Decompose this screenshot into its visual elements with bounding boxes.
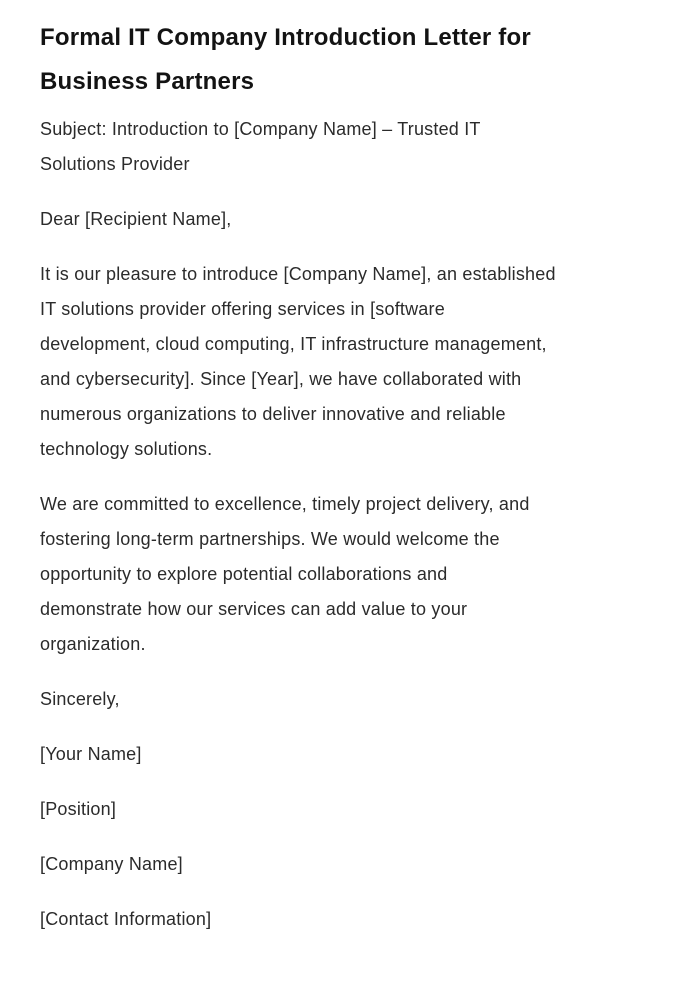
body-text-line: fostering long-term partnerships. We would welcome the bbox=[40, 529, 500, 549]
body-text-line: opportunity to explore potential collaborations and bbox=[40, 564, 448, 584]
signature-position: [Position] bbox=[40, 799, 117, 819]
subject-text-line-2: Solutions Provider bbox=[40, 154, 190, 174]
salutation: Dear [Recipient Name], bbox=[40, 209, 232, 229]
body-paragraph-2 bbox=[40, 487, 660, 662]
subject-text-line-1: Subject: Introduction to [Company Name] – Trusted IT bbox=[40, 119, 481, 139]
body-text-line: organization. bbox=[40, 634, 146, 654]
body-text-line: and cybersecurity]. Since [Year], we have collaborated with bbox=[40, 369, 522, 389]
subject-line bbox=[40, 112, 660, 182]
page-title bbox=[40, 16, 660, 104]
body-text-line: IT solutions provider offering services in [software bbox=[40, 299, 445, 319]
body-text-line: It is our pleasure to introduce [Company Name], an established bbox=[40, 264, 556, 284]
closing: Sincerely, bbox=[40, 689, 120, 709]
signature-your-name: [Your Name] bbox=[40, 744, 142, 764]
body-text-line: numerous organizations to deliver innovative and reliable bbox=[40, 404, 506, 424]
body-text-line: technology solutions. bbox=[40, 439, 213, 459]
signature-contact-information: [Contact Information] bbox=[40, 909, 212, 929]
body-text-line: development, cloud computing, IT infrastructure management, bbox=[40, 334, 547, 354]
signature-company-name: [Company Name] bbox=[40, 854, 183, 874]
body-text-line: We are committed to excellence, timely project delivery, and bbox=[40, 494, 530, 514]
page-title-line-1: Formal IT Company Introduction Letter for bbox=[40, 24, 531, 51]
body-paragraph-1 bbox=[40, 257, 660, 467]
body-text-line: demonstrate how our services can add value to your bbox=[40, 599, 468, 619]
page-title-line-2: Business Partners bbox=[40, 68, 255, 95]
